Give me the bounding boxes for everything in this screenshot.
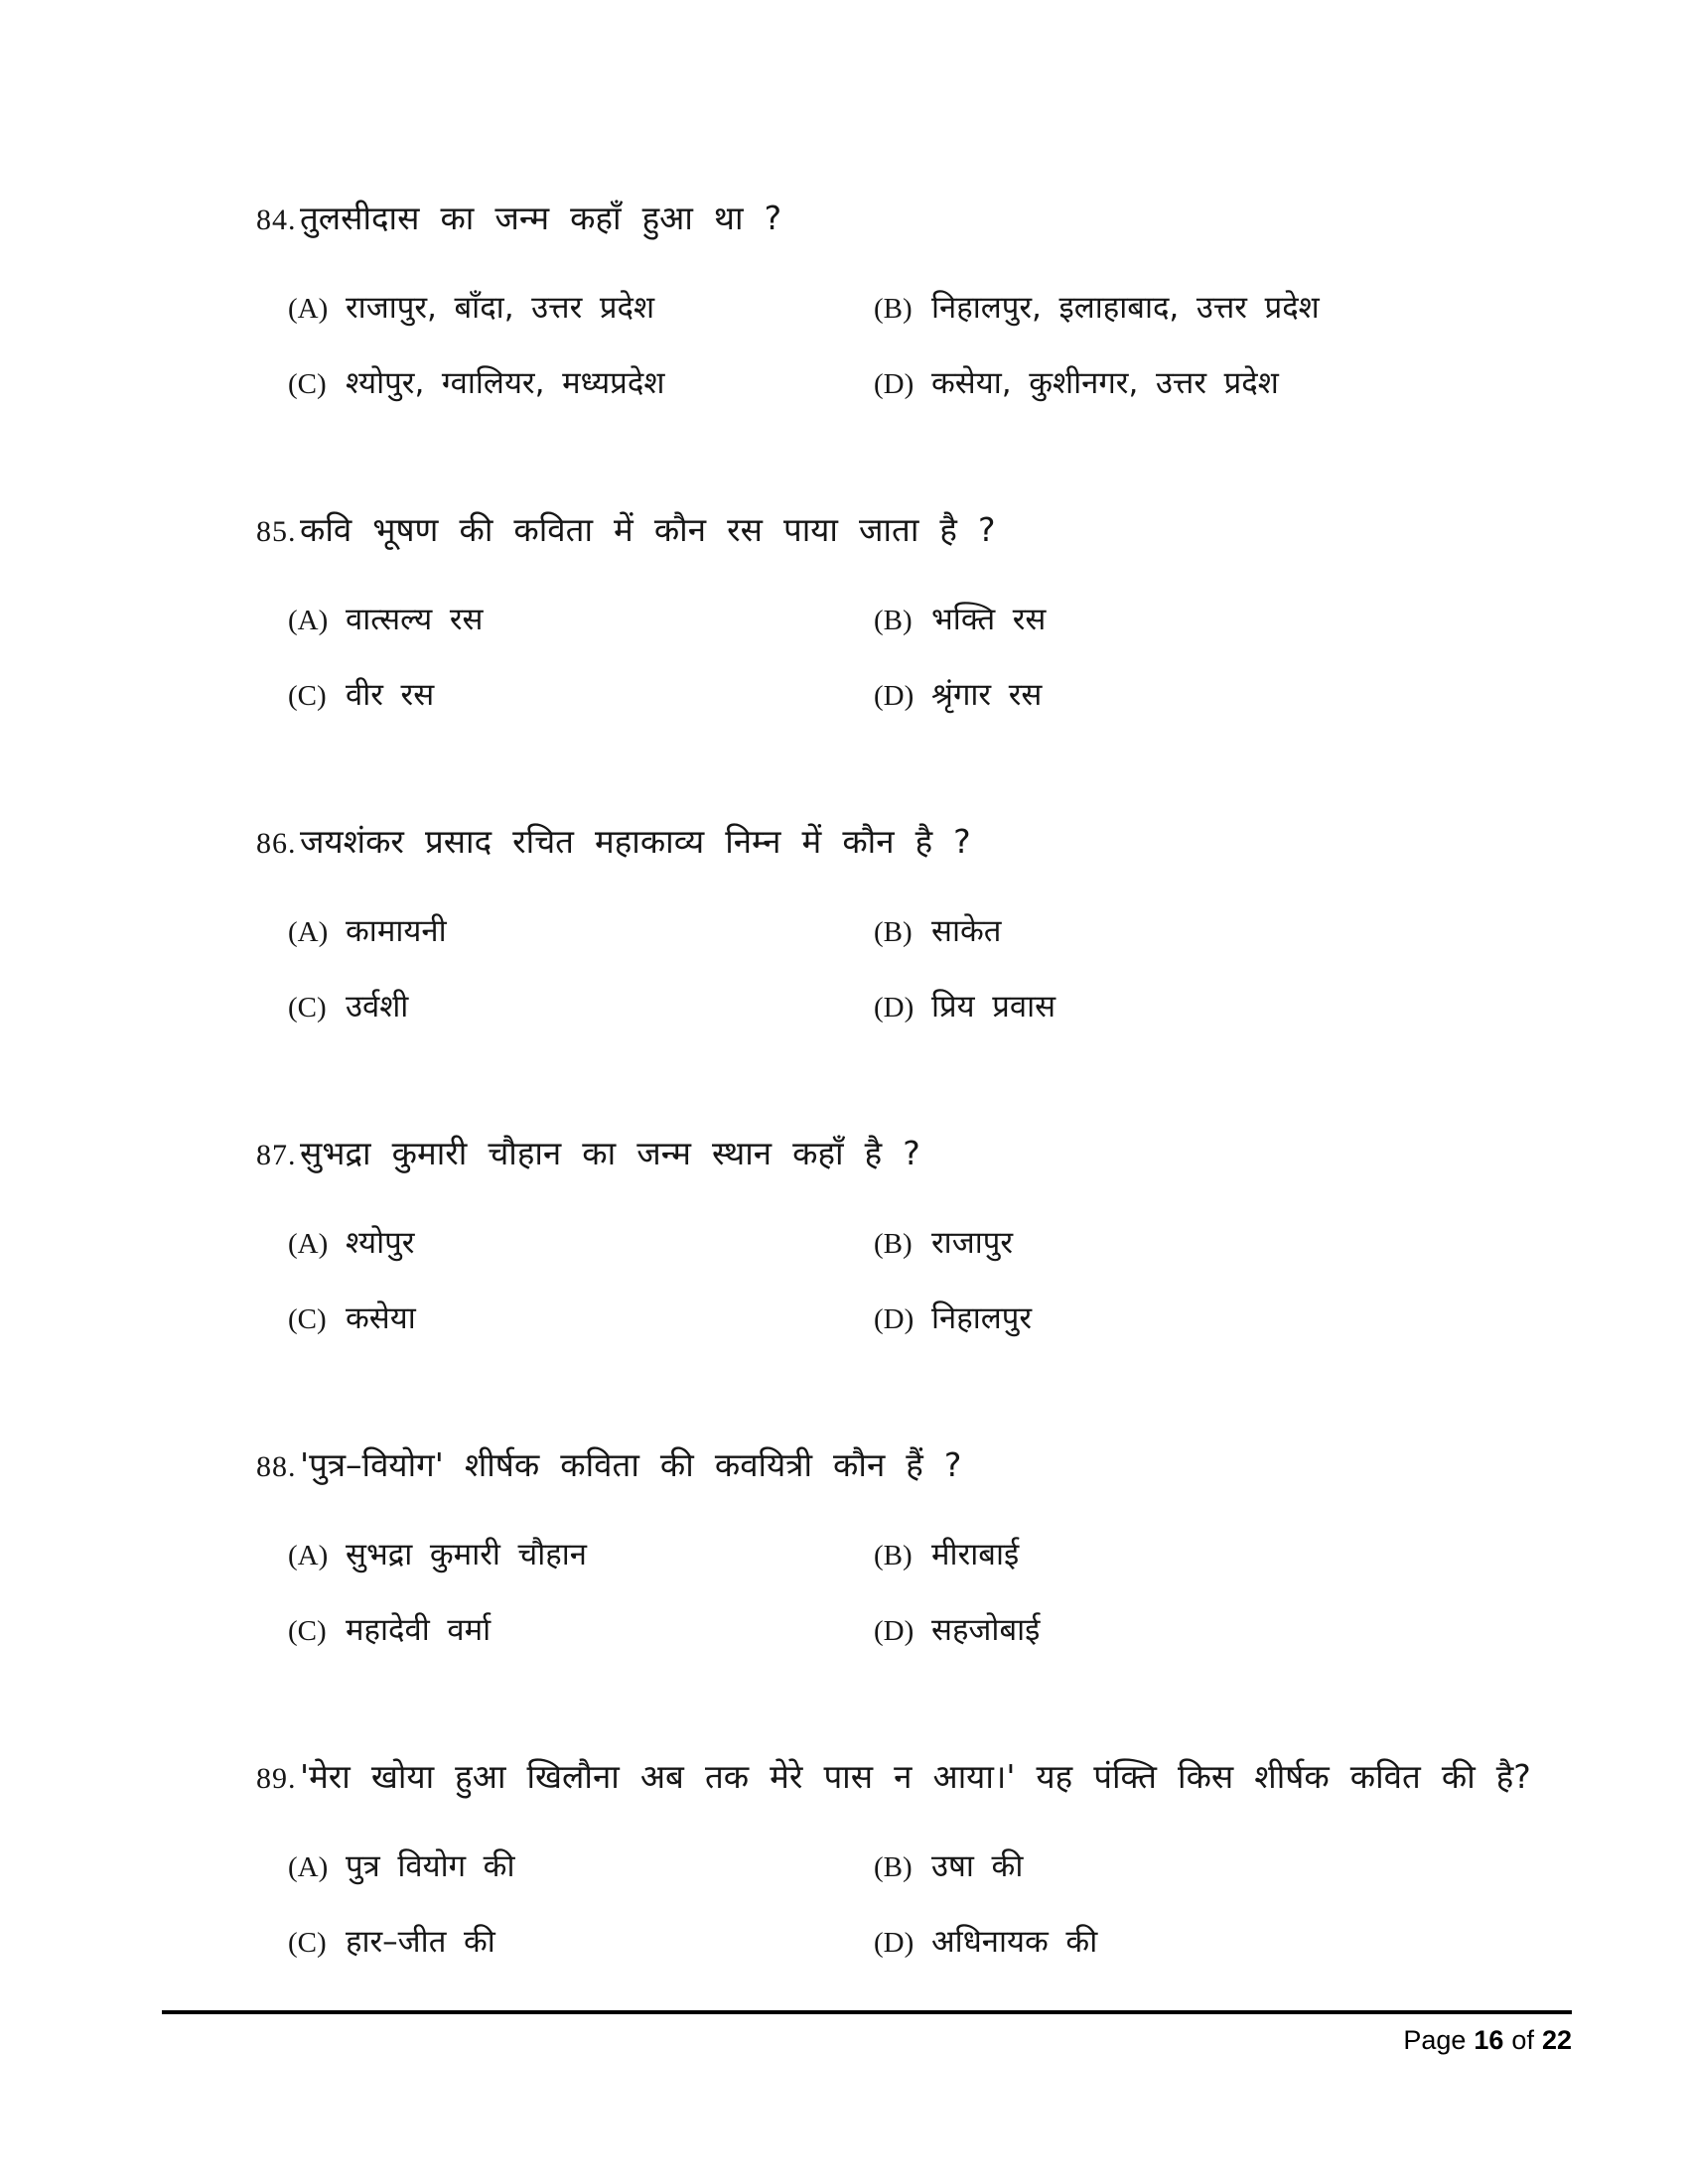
option-label: (A) — [288, 1540, 329, 1571]
of-label: of — [1511, 2025, 1534, 2055]
question-line — [256, 197, 1547, 242]
option-text: मीराबाई — [931, 1537, 1020, 1572]
option-text: श्योपुर, ग्वालियर, मध्यप्रदेश — [346, 365, 665, 401]
option-b — [874, 909, 1547, 954]
option-label: (D) — [874, 1303, 914, 1335]
question-number: 85. — [256, 515, 297, 548]
option-text: वात्सल्य रस — [346, 602, 484, 637]
question-line — [256, 1132, 1547, 1177]
option-a — [288, 286, 874, 331]
option-text: पुत्र वियोग की — [346, 1848, 515, 1884]
option-text: हार–जीत की — [346, 1924, 495, 1960]
option-text: उर्वशी — [346, 989, 409, 1024]
option-a — [288, 1221, 874, 1266]
options-grid — [256, 1844, 1547, 1965]
question-text: तुलसीदास का जन्म कहाँ हुआ था ? — [300, 199, 782, 237]
question-number: 88. — [256, 1450, 297, 1483]
option-label: (C) — [288, 368, 327, 400]
question-block-87 — [256, 1132, 1547, 1341]
options-grid — [256, 1533, 1547, 1653]
option-text: वीर रस — [346, 677, 435, 713]
option-c — [288, 1608, 874, 1653]
option-d — [874, 1920, 1547, 1965]
options-grid — [256, 909, 1547, 1029]
option-label: (D) — [874, 368, 914, 400]
option-label: (B) — [874, 1540, 913, 1571]
option-b — [874, 1844, 1547, 1889]
option-d — [874, 1297, 1547, 1341]
question-text: 'मेरा खोया हुआ खिलौना अब तक मेरे पास न आया।' यह पंक्ति किस शीर्षक कवित की है? — [300, 1757, 1531, 1796]
question-text: 'पुत्र–वियोग' शीर्षक कविता की कवयित्री कौन हैं ? — [300, 1445, 962, 1484]
option-label: (B) — [874, 605, 913, 636]
option-a — [288, 1844, 874, 1889]
option-label: (C) — [288, 992, 327, 1024]
question-block-84 — [256, 197, 1547, 406]
question-number: 86. — [256, 827, 297, 860]
option-a — [288, 909, 874, 954]
option-label: (C) — [288, 1615, 327, 1647]
option-text: राजापुर, बाँदा, उत्तर प्रदेश — [346, 290, 655, 326]
option-label: (B) — [874, 916, 913, 948]
option-label: (A) — [288, 1228, 329, 1260]
option-label: (A) — [288, 916, 329, 948]
option-label: (C) — [288, 680, 327, 712]
option-text: राजापुर — [931, 1225, 1014, 1261]
option-d — [874, 673, 1547, 718]
option-text: साकेत — [931, 913, 1002, 949]
option-label: (D) — [874, 992, 914, 1024]
question-number: 87. — [256, 1139, 297, 1171]
option-label: (B) — [874, 1228, 913, 1260]
question-paper-page — [256, 197, 1547, 2067]
question-number: 84. — [256, 204, 297, 236]
option-text: प्रिय प्रवास — [931, 989, 1056, 1024]
options-grid — [256, 1221, 1547, 1341]
question-text: सुभद्रा कुमारी चौहान का जन्म स्थान कहाँ है ? — [300, 1134, 920, 1172]
option-b — [874, 286, 1547, 331]
option-c — [288, 985, 874, 1029]
question-text: कवि भूषण की कविता में कौन रस पाया जाता है ? — [300, 510, 996, 549]
option-text: महादेवी वर्मा — [346, 1612, 492, 1648]
option-text: अधिनायक की — [931, 1924, 1098, 1960]
option-label: (B) — [874, 293, 913, 325]
question-line — [256, 508, 1547, 554]
question-line — [256, 820, 1547, 866]
page-number: 16 — [1474, 2025, 1504, 2055]
option-label: (C) — [288, 1927, 327, 1959]
footer-divider — [162, 2010, 1572, 2014]
question-number: 89. — [256, 1762, 297, 1795]
option-text: कसेया, कुशीनगर, उत्तर प्रदेश — [931, 365, 1279, 401]
option-b — [874, 598, 1547, 642]
option-text: श्रृंगार रस — [931, 677, 1043, 713]
option-d — [874, 985, 1547, 1029]
option-c — [288, 361, 874, 406]
question-block-88 — [256, 1443, 1547, 1653]
option-c — [288, 1920, 874, 1965]
option-text: कसेया — [346, 1300, 416, 1336]
option-text: श्योपुर — [346, 1225, 415, 1261]
option-c — [288, 673, 874, 718]
option-text: उषा की — [931, 1848, 1024, 1884]
question-line — [256, 1443, 1547, 1489]
options-grid — [256, 286, 1547, 406]
options-grid — [256, 598, 1547, 718]
question-text: जयशंकर प्रसाद रचित महाकाव्य निम्न में कौन है ? — [300, 822, 971, 861]
option-label: (D) — [874, 1927, 914, 1959]
question-block-89 — [256, 1755, 1547, 1965]
option-text: भक्ति रस — [931, 602, 1047, 637]
question-line — [256, 1755, 1547, 1801]
option-text: सुभद्रा कुमारी चौहान — [346, 1537, 587, 1572]
option-label: (B) — [874, 1851, 913, 1883]
total-pages: 22 — [1541, 2025, 1572, 2055]
option-b — [874, 1221, 1547, 1266]
option-label: (A) — [288, 293, 329, 325]
option-b — [874, 1533, 1547, 1577]
option-text: निहालपुर, इलाहाबाद, उत्तर प्रदेश — [931, 290, 1320, 326]
option-text: सहजोबाई — [931, 1612, 1041, 1648]
option-text: कामायनी — [346, 913, 447, 949]
option-a — [288, 1533, 874, 1577]
page-label: Page — [1403, 2025, 1467, 2055]
option-label: (D) — [874, 1615, 914, 1647]
page-footer — [1403, 2025, 1572, 2056]
option-d — [874, 361, 1547, 406]
option-c — [288, 1297, 874, 1341]
option-a — [288, 598, 874, 642]
option-label: (D) — [874, 680, 914, 712]
option-label: (A) — [288, 605, 329, 636]
question-block-85 — [256, 508, 1547, 718]
option-d — [874, 1608, 1547, 1653]
question-block-86 — [256, 820, 1547, 1029]
option-label: (A) — [288, 1851, 329, 1883]
option-label: (C) — [288, 1303, 327, 1335]
option-text: निहालपुर — [931, 1300, 1033, 1336]
